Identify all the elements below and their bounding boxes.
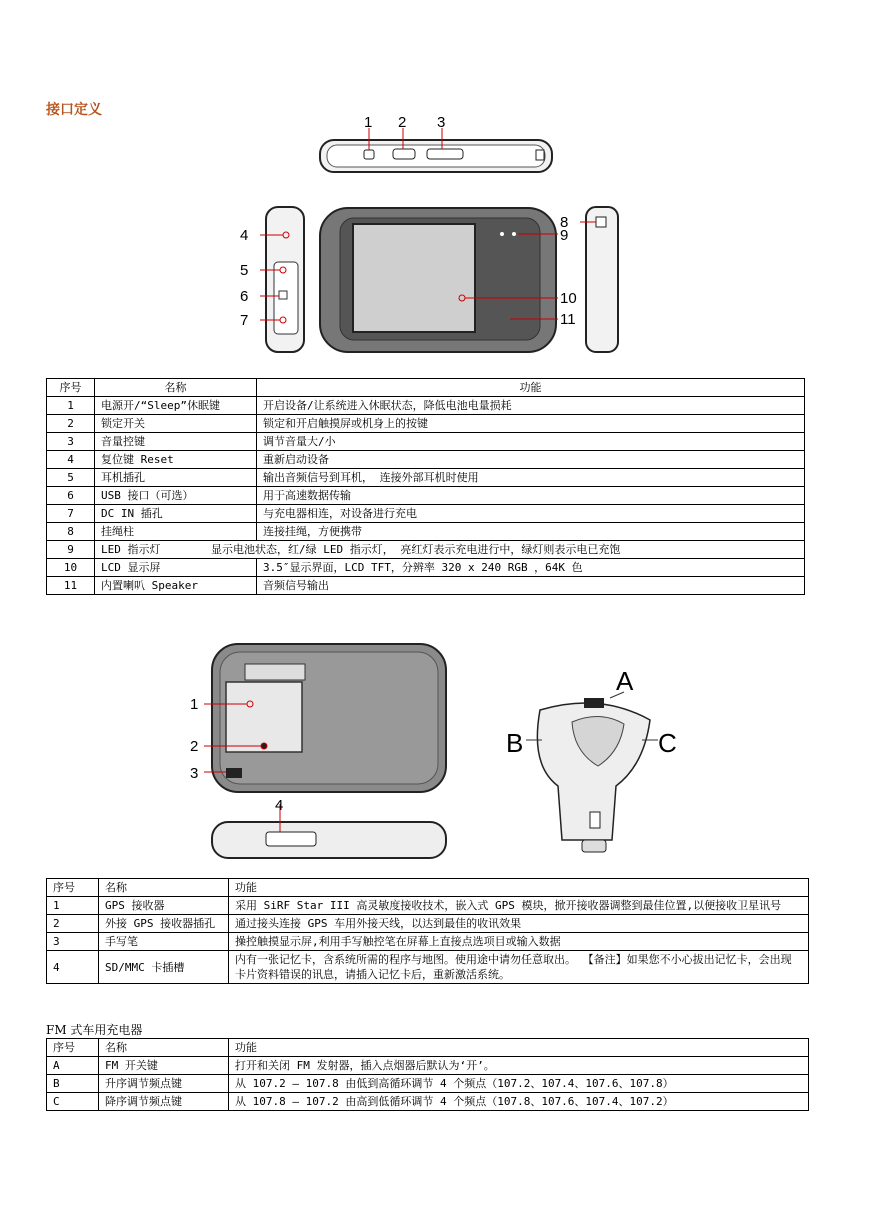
table-row: 1 电源开/“Sleep”休眠键 开启设备/让系统进入休眠状态，降低电池电量损耗 [47, 397, 805, 415]
callout-back-4: 4 [275, 797, 284, 814]
table-row: 9 LED 指示灯 显示电池状态，红/绿 LED 指示灯， 亮红灯表示充电进行中，绿灯则表示电已充饱 [47, 541, 805, 559]
callout-8: 8 [560, 214, 569, 231]
table-header-row: 序号 名称 功能 [47, 1039, 809, 1057]
callout-7: 7 [240, 312, 249, 329]
back-interface-table [46, 878, 809, 984]
table-row: 7 DC IN 插孔 与充电器相连，对设备进行充电 [47, 505, 805, 523]
callout-6: 6 [240, 288, 249, 305]
table-row: 2 外接 GPS 接收器插孔 通过接头连接 GPS 车用外接天线，以达到最佳的收讯效果 [47, 915, 809, 933]
table-row: 3 音量控键 调节音量大/小 [47, 433, 805, 451]
table-header-row: 序号 名称 功能 [47, 879, 809, 897]
table-row: 10 LCD 显示屏 3.5″显示界面，LCD TFT，分辨率 320 x 240 RGB ，64K 色 [47, 559, 805, 577]
callout-1: 1 [364, 114, 373, 131]
callout-4: 4 [240, 227, 249, 244]
callout-back-3: 3 [190, 765, 199, 782]
callout-3: 3 [437, 114, 446, 131]
table-row: 4 复位键 Reset 重新启动设备 [47, 451, 805, 469]
callout-back-2: 2 [190, 738, 199, 755]
table-row: 1 GPS 接收器 采用 SiRF Star III 高灵敏度接收技术，嵌入式 GPS 模块，掀开接收器调整到最佳位置,以便接收卫星讯号 [47, 897, 809, 915]
table-row: 3 手写笔 操控触摸显示屏,利用手写触控笔在屏幕上直接点选项目或输入数据 [47, 933, 809, 951]
callout-11: 11 [560, 311, 576, 328]
table-row: 6 USB 接口（可选） 用于高速数据传输 [47, 487, 805, 505]
table-row: 4 SD/MMC 卡插槽 内有一张记忆卡，含系统所需的程序与地图。使用途中请勿任意取出。 【备注】如果您不小心拔出记忆卡，会出现卡片资料错误的讯息，请插入记忆卡后，重新激活系统。 [47, 951, 809, 984]
table-row: 8 挂绳柱 连接挂绳，方便携带 [47, 523, 805, 541]
callout-9: 9 [560, 227, 569, 244]
table-row: C 降序调节频点键 从 107.8 – 107.2 由高到低循环调节 4 个频点（107.8、107.6、107.4、107.2） [47, 1093, 809, 1111]
table-row: 5 耳机插孔 输出音频信号到耳机， 连接外部耳机时使用 [47, 469, 805, 487]
table-row: A FM 开关键 打开和关闭 FM 发射器，插入点烟器后默认为‘开’。 [47, 1057, 809, 1075]
charger-table [46, 1038, 809, 1111]
device-interface-diagram [230, 112, 630, 357]
table-header-row: 序号 名称 功能 [47, 379, 805, 397]
table-row: B 升序调节频点键 从 107.2 – 107.8 由低到高循环调节 4 个频点（107.2、107.4、107.6、107.8） [47, 1075, 809, 1093]
callout-10: 10 [560, 290, 577, 307]
section-title: 接口定义 [46, 102, 102, 118]
callout-charger-a: A [616, 666, 634, 696]
table-row: 2 锁定开关 锁定和开启触摸屏或机身上的按键 [47, 415, 805, 433]
charger-caption: FM 式车用充电器 [46, 1023, 143, 1037]
callout-charger-b: B [506, 728, 524, 758]
callout-5: 5 [240, 262, 249, 279]
device-back-and-charger-diagram [180, 640, 700, 865]
callout-back-1: 1 [190, 696, 199, 713]
callout-2: 2 [398, 114, 407, 131]
interface-table [46, 378, 805, 595]
table-row: 11 内置喇叭 Speaker 音频信号输出 [47, 577, 805, 595]
callout-charger-c: C [658, 728, 677, 758]
